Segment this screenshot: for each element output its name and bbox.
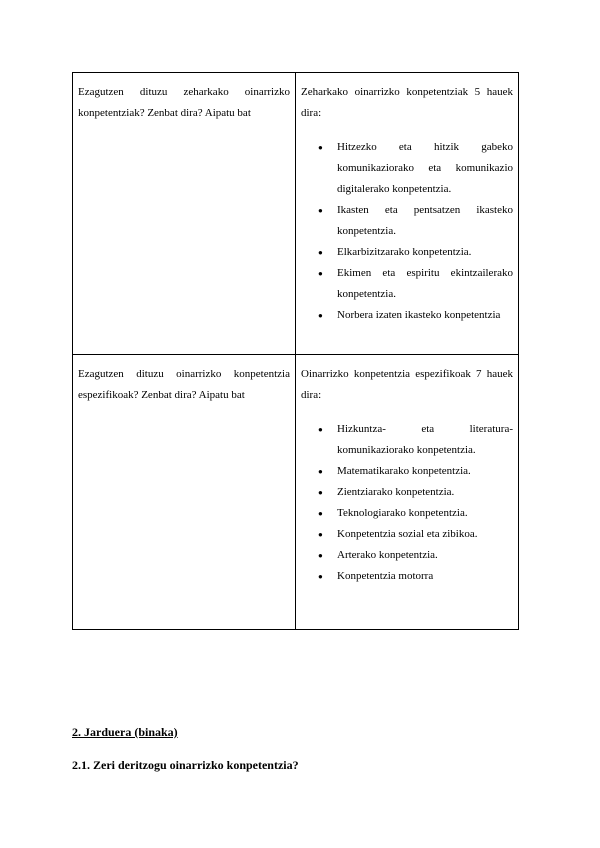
list-item: ● Konpetentzia sozial eta zibikoa. [337,524,513,545]
table-row [73,73,519,355]
list-item: ● Elkarbizitzarako konpetentzia. [337,242,513,263]
question-text: Ezagutzen dituzu zeharkako oinarrizko konpetentziak? Zenbat dira? Aipatu bat [78,86,290,119]
list-item: ● Matematikarako konpetentzia. [337,461,513,482]
list-item: ● Hitzezko eta hitzik gabeko komunikaziorako eta komunikazio digitalerako konpetentzia. [337,137,513,200]
question-text: Ezagutzen dituzu oinarrizko konpetentzia espezifikoak? Zenbat dira? Aipatu bat [78,368,290,401]
competence-list [301,137,513,326]
competence-list [301,419,513,587]
question-cell [73,73,296,355]
list-item: ● Ikasten eta pentsatzen ikasteko konpetentzia. [337,200,513,242]
list-item: ● Konpetentzia motorra [337,566,513,587]
list-item: ● Arterako konpetentzia. [337,545,513,566]
answer-intro: Oinarrizko konpetentzia espezifikoak 7 hauek dira: [301,368,513,401]
table-row [73,355,519,630]
sub-heading: 2.1. Zeri deritzogu oinarrizko konpetentzia? [72,758,299,772]
question-cell [73,355,296,630]
list-item: ● Hizkuntza- eta literatura-komunikaziorako konpetentzia. [337,419,513,461]
competences-table [72,72,519,630]
section-heading: 2. Jarduera (binaka) [72,725,178,739]
list-item: ● Teknologiarako konpetentzia. [337,503,513,524]
list-item: ● Norbera izaten ikasteko konpetentzia [337,305,513,326]
list-item: ● Ekimen eta espiritu ekintzailerako konpetentzia. [337,263,513,305]
answer-intro: Zeharkako oinarrizko konpetentziak 5 hauek dira: [301,86,513,119]
answer-cell [296,355,519,630]
answer-cell [296,73,519,355]
list-item: ● Zientziarako konpetentzia. [337,482,513,503]
